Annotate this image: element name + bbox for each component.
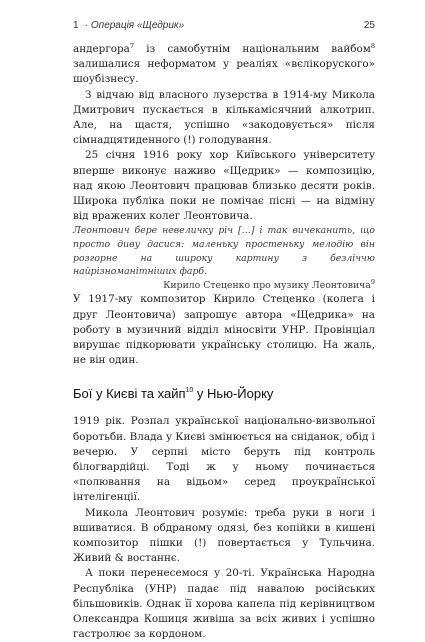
- section-heading: [73, 386, 375, 402]
- paragraph-1-text-a: андергора: [73, 43, 130, 55]
- paragraph-1-text-c: залишалися неформатом у реаліях «вєлікоруского» шоубізнесу.: [73, 58, 375, 86]
- section-heading-text-b: у Нью-Йорку: [193, 386, 274, 402]
- footnote-ref-8: 8: [370, 42, 375, 50]
- paragraph-5: 1919 рік. Розпал української національно-визвольної боротьби. Влада у Києві змінюється на сніданок, обід і вечерю. У серпні місто беруть під контроль білогвардійці. Тоді ж у ньому починається «полювання на відьом» серед проукраїнської інтелігенції.: [73, 415, 375, 504]
- paragraph-6: Микола Леонтович розуміє: треба руки в ноги і вшиватися. В обдраному одязі, без копійки в кишені композитор пішки (!) повертається у Тульчина. Живий & востаннє.: [73, 506, 375, 565]
- running-head: [73, 20, 375, 31]
- chapter-title: Операція «Щедрик»: [90, 20, 185, 31]
- quote-attribution: [73, 279, 375, 293]
- body-text: [73, 42, 375, 642]
- paragraph-1: [73, 42, 375, 88]
- paragraph-3: 25 січня 1916 року хор Київського університету вперше виконує наживо «Щедрик» — композицію, над якою Леонтович працював близько десяти років. Широка публіка поки не помічає пісні — на відміну від вражених колег Леонтовича.: [73, 149, 375, 223]
- page-number: 25: [363, 20, 375, 31]
- paragraph-1-text-b: із самобутнім національним вайбом: [134, 43, 371, 55]
- section-heading-text-a: Бої у Києві та хайп: [73, 386, 186, 402]
- running-head-separator: ·: [84, 20, 88, 31]
- paragraph-7: А поки перенесемося у 20-ті. Українська Народна Республіка (УНР) падає під навалою російських більшовиків. Однак її хорова капела під керівництвом Олександра Кошиця живіша за всіх живих і успішно гастролює за кордоном.: [73, 567, 375, 641]
- paragraph-4: У 1917-му композитор Кирило Стеценко (колега і друг Леонтовича) запрошує автора «Щедрика» на роботу в музичний відділ міносвіти УНР. Провінціал вирушає підкорювати українську столицю. На жаль, не він один.: [73, 293, 375, 367]
- footnote-ref-9: 9: [370, 277, 375, 286]
- book-page: [73, 0, 375, 641]
- chapter-label: [73, 20, 184, 31]
- footnote-ref-10: 10: [185, 387, 194, 395]
- footnote-ref-7: 7: [129, 42, 135, 50]
- quote-text: Леонтович бере невеличку річ […] і так вичеканить, що просто диву дасися: маленьку простеньку мелодію він розгорне на широку картину з безліччю найрізноманітніших фарб.: [73, 225, 375, 278]
- quote-attribution-text: Кирило Стеценко про музику Леонтовича: [163, 279, 371, 291]
- paragraph-2: З відчаю від власного лузерства в 1914-му Микола Дмитрович пускається в кількамісячний алкотрип. Але, на щастя, успішно «закодовується» після сімнадцятиденного (!) голодування.: [73, 88, 375, 147]
- chapter-number: 1: [73, 20, 79, 31]
